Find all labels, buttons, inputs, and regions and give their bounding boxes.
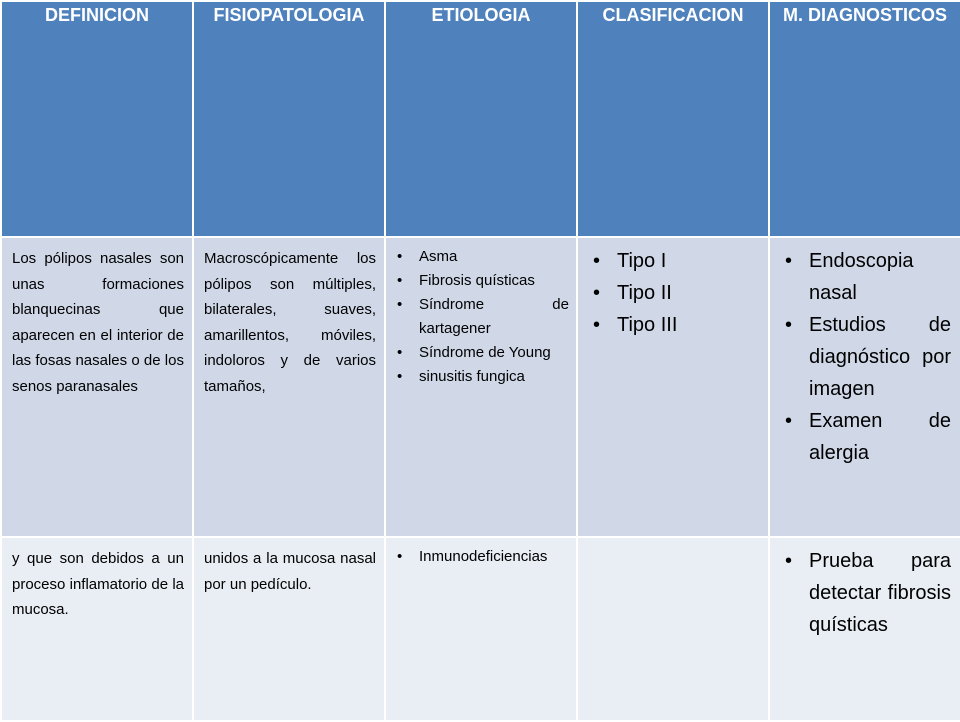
list-item: [779, 545, 951, 641]
cell-diagnosticos: [769, 237, 960, 537]
list-item: [393, 269, 569, 293]
cell-definicion: y que son debidos a un proceso inflamatorio de la mucosa.: [1, 537, 193, 721]
diagnosticos-list: [771, 239, 959, 469]
etiologia-list: [387, 539, 575, 569]
bullet-icon: •: [785, 250, 793, 272]
header-etiologia: ETIOLOGIA: [385, 1, 577, 237]
list-item-text: Síndrome de kartagener: [419, 296, 569, 337]
bullet-icon: •: [397, 296, 403, 313]
list-item-text: Fibrosis quísticas: [419, 272, 535, 289]
list-item: [587, 309, 759, 341]
cell-clasificacion: [577, 537, 769, 721]
bullet-icon: •: [397, 548, 403, 565]
table-row: [1, 537, 960, 721]
bullet-icon: •: [397, 344, 403, 361]
cell-fisiopatologia: Macroscópicamente los pólipos son múltiples, bilaterales, suaves, amarillentos, móviles, indoloros y de varios tamaños,: [193, 237, 385, 537]
list-item: [393, 341, 569, 365]
bullet-icon: •: [785, 314, 793, 336]
list-item: [779, 245, 951, 309]
list-item-text: Inmunodeficiencias: [419, 548, 548, 565]
bullet-icon: •: [593, 250, 601, 272]
bullet-icon: •: [397, 368, 403, 385]
list-item-text: sinusitis fungica: [419, 368, 525, 385]
header-fisiopatologia: FISIOPATOLOGIA: [193, 1, 385, 237]
cell-etiologia: [385, 237, 577, 537]
cell-definicion: Los pólipos nasales son unas formaciones blanquecinas que aparecen en el interior de las fosas nasales o de los senos paranasales: [1, 237, 193, 537]
bullet-icon: •: [397, 272, 403, 289]
list-item: [779, 405, 951, 469]
list-item-text: Asma: [419, 248, 458, 265]
bullet-icon: •: [785, 550, 793, 572]
list-item: [779, 309, 951, 405]
header-row: [1, 1, 960, 237]
list-item-text: Síndrome de Young: [419, 344, 551, 361]
list-item-text: Tipo II: [617, 282, 672, 304]
diagnosticos-list: [771, 539, 959, 641]
list-item: [393, 365, 569, 389]
bullet-icon: •: [785, 410, 793, 432]
etiologia-list: [387, 239, 575, 389]
header-diagnosticos: M. DIAGNOSTICOS: [769, 1, 960, 237]
list-item: [393, 545, 569, 569]
list-item: [587, 277, 759, 309]
cell-etiologia: [385, 537, 577, 721]
list-item-text: Prueba para detectar fibrosis quísticas: [809, 550, 951, 636]
cell-fisiopatologia: unidos a la mucosa nasal por un pedículo.: [193, 537, 385, 721]
list-item-text: Tipo I: [617, 250, 667, 272]
list-item-text: Endoscopia nasal: [809, 250, 914, 304]
cell-clasificacion: [577, 237, 769, 537]
clasificacion-list: [579, 539, 767, 545]
list-item: [393, 293, 569, 341]
list-item-text: Tipo III: [617, 314, 678, 336]
list-item-text: Estudios de diagnóstico por imagen: [809, 314, 951, 400]
clasificacion-list: [579, 239, 767, 341]
table-row: [1, 237, 960, 537]
list-item: [393, 245, 569, 269]
list-item: [587, 245, 759, 277]
bullet-icon: •: [397, 248, 403, 265]
bullet-icon: •: [593, 282, 601, 304]
cell-diagnosticos: [769, 537, 960, 721]
bullet-icon: •: [593, 314, 601, 336]
list-item-text: Examen de alergia: [809, 410, 951, 464]
header-definicion: DEFINICION: [1, 1, 193, 237]
header-clasificacion: CLASIFICACION: [577, 1, 769, 237]
